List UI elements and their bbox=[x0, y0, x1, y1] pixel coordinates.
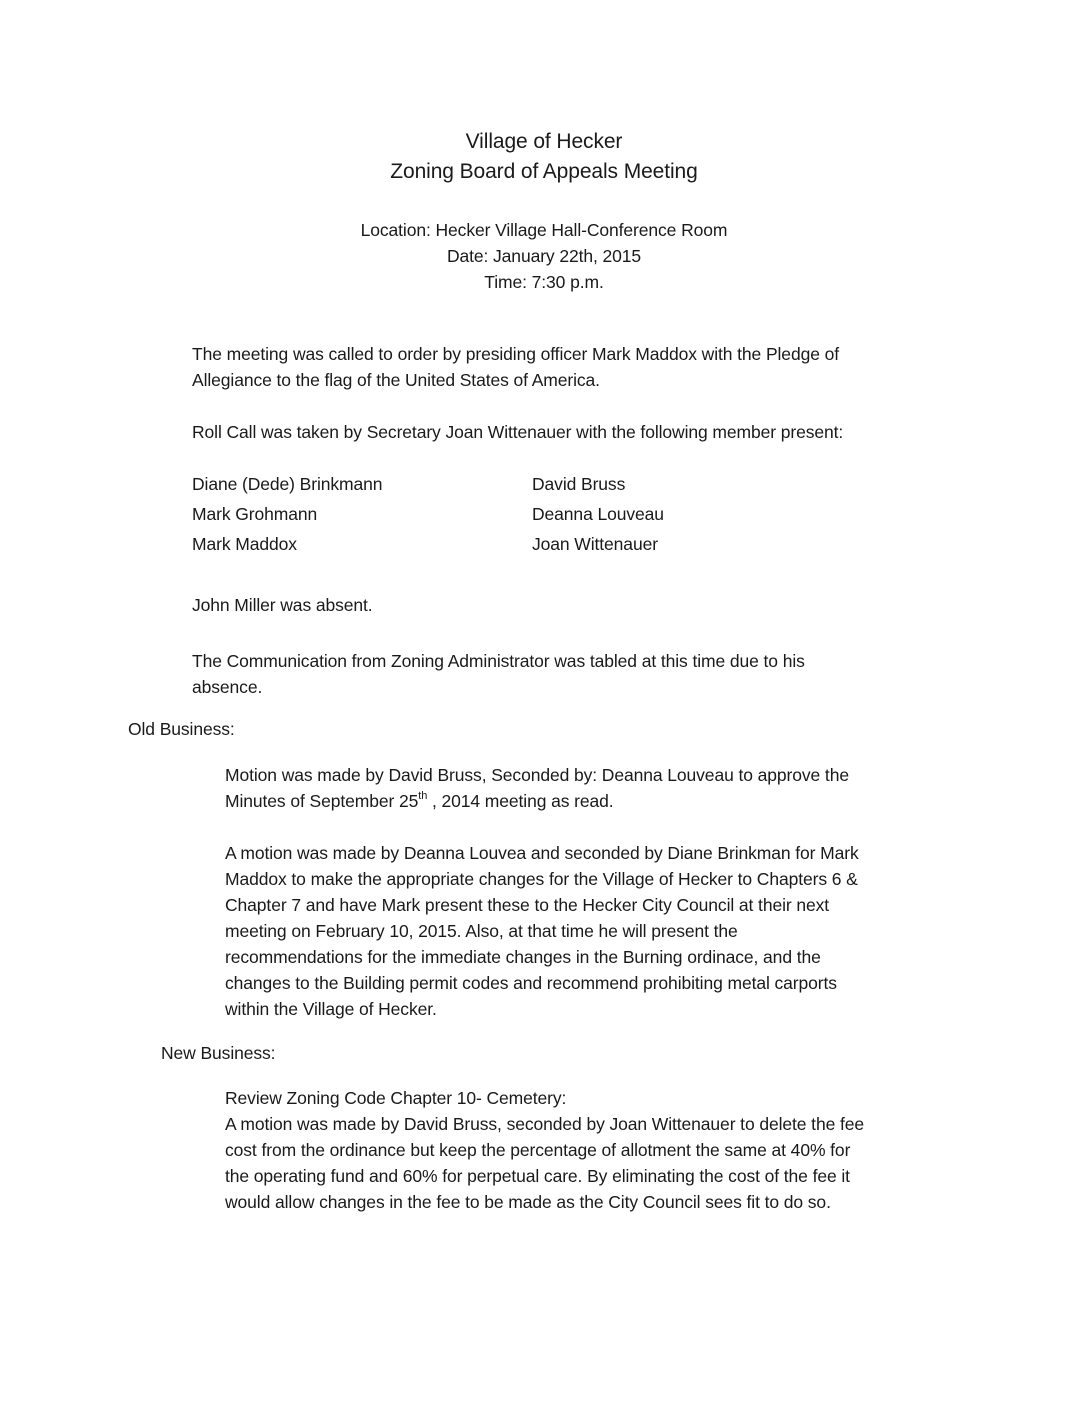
title-line-1: Village of Hecker bbox=[465, 130, 623, 153]
new-business-motion-line: the operating fund and 60% for perpetual care. By eliminating the cost of the fee it bbox=[225, 1166, 850, 1186]
motion-1-line-1: Motion was made by David Bruss, Seconded by: Deanna Louveau to approve the bbox=[225, 765, 849, 785]
communication-paragraph bbox=[192, 648, 805, 700]
old-business-heading: Old Business: bbox=[128, 719, 235, 739]
roll-call-intro: Roll Call was taken by Secretary Joan Wittenauer with the following member present: bbox=[192, 422, 844, 442]
motion-1-line-2 bbox=[225, 788, 849, 814]
old-business-motion-1 bbox=[225, 762, 849, 814]
old-business-motion-2 bbox=[225, 840, 859, 1022]
member-left-3: Mark Maddox bbox=[192, 534, 297, 554]
opening-line-1: The meeting was called to order by presiding officer Mark Maddox with the Pledge of bbox=[192, 344, 839, 364]
opening-line-2: Allegiance to the flag of the United States of America. bbox=[192, 370, 600, 390]
ordinal-suffix: th bbox=[418, 790, 428, 802]
motion-2-line: within the Village of Hecker. bbox=[225, 999, 437, 1019]
motion-2-line: recommendations for the immediate changes in the Burning ordinace, and the bbox=[225, 947, 821, 967]
meeting-time: Time: 7:30 p.m. bbox=[484, 272, 604, 292]
member-right-3: Joan Wittenauer bbox=[532, 534, 658, 554]
meeting-date: Date: January 22th, 2015 bbox=[446, 246, 642, 266]
new-business-heading: New Business: bbox=[161, 1043, 276, 1063]
motion-1-year-text: , 2014 meeting as read. bbox=[427, 791, 614, 811]
motion-1-minutes-text: Minutes of September 25 bbox=[225, 791, 419, 811]
opening-paragraph bbox=[192, 341, 839, 393]
motion-2-line: Maddox to make the appropriate changes for the Village of Hecker to Chapters 6 & bbox=[225, 869, 858, 889]
title-line-2: Zoning Board of Appeals Meeting bbox=[390, 160, 698, 183]
motion-2-line: A motion was made by Deanna Louvea and seconded by Diane Brinkman for Mark bbox=[225, 843, 859, 863]
motion-2-line: changes to the Building permit codes and recommend prohibiting metal carports bbox=[225, 973, 837, 993]
communication-line-1: The Communication from Zoning Administrator was tabled at this time due to his bbox=[192, 651, 805, 671]
absent-note: John Miller was absent. bbox=[192, 595, 373, 615]
motion-2-line: meeting on February 10, 2015. Also, at that time he will present the bbox=[225, 921, 738, 941]
new-business-motion-line: A motion was made by David Bruss, seconded by Joan Wittenauer to delete the fee bbox=[225, 1114, 864, 1134]
member-right-2: Deanna Louveau bbox=[532, 504, 664, 524]
new-business-motion-line: cost from the ordinance but keep the percentage of allotment the same at 40% for bbox=[225, 1140, 851, 1160]
communication-line-2: absence. bbox=[192, 677, 263, 697]
new-business-motion-line: would allow changes in the fee to be made as the City Council sees fit to do so. bbox=[225, 1192, 831, 1212]
new-business-subheading: Review Zoning Code Chapter 10- Cemetery: bbox=[225, 1088, 567, 1108]
motion-2-line: Chapter 7 and have Mark present these to the Hecker City Council at their next bbox=[225, 895, 830, 915]
new-business-section bbox=[225, 1085, 864, 1215]
member-left-1: Diane (Dede) Brinkmann bbox=[192, 474, 383, 494]
member-right-1: David Bruss bbox=[532, 474, 626, 494]
member-left-2: Mark Grohmann bbox=[192, 504, 318, 524]
meeting-location: Location: Hecker Village Hall-Conference Room bbox=[360, 220, 728, 240]
